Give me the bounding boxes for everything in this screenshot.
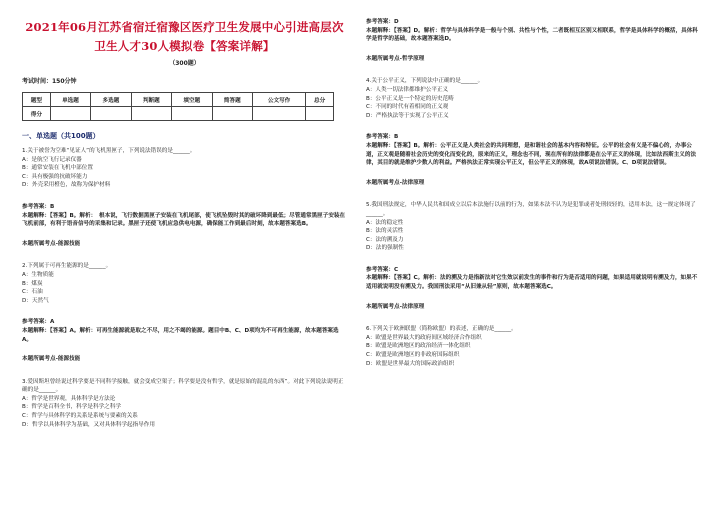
question-option: D：严格执法等于实现了公平正义 xyxy=(366,112,449,119)
score-table-header: 总分 xyxy=(306,93,334,107)
answer-explanation: 本题解释：【答案】B。解析：公平正义是人类社会的共同理想，是和谐社会的基本内容和特征。公平的社会有义是不偏心的，办事公道，正义观是随着社会历史的变化而变化的，原来的正义，理念也不同，现在所有的法律都是在公平正义的体现，比如法西斯主义的法律，其目的就是维护少数人的利益。严格执法正常实现公平正义，但公平正义的体现，故A项说法错误。C、D项说法错误。 xyxy=(366,142,697,167)
question-stem: 3.爱因斯坦曾经说过科学要是不同科学接触，就会变成空架子；科学要是没有哲学，就是原始的混乱的东西”。对此下列说法说明正确的是______。 xyxy=(22,378,344,394)
question-option: C：法的溯及力 xyxy=(366,236,404,243)
question-option: A：欧盟是世界最大的政府间区域经济合作组织 xyxy=(366,334,482,341)
question-stem: 2.下列属于可再生能源的是______。 xyxy=(22,263,112,270)
question-option: B：通常安装在飞机中部位置 xyxy=(22,165,93,172)
answer-label: 参考答案：A xyxy=(22,319,55,326)
answer-explanation: 本题解释：【答案】B。解析： 根本说，飞行数据黑匣子安装在飞机尾部，使飞机坠毁时其的破坏降到最低；尽管通常黑匣子安装在飞机前部，有利于语音信号的采集和记录。黑匣子还使飞机应急供电电源，确保能工作到最后时刻，故本题答案选B。 xyxy=(22,212,346,228)
section-title: 一、单选题（共100题） xyxy=(22,132,100,140)
question-option: A：生物质能 xyxy=(22,271,54,278)
score-cell xyxy=(253,107,306,121)
score-table-header: 公文写作 xyxy=(253,93,306,107)
answer-explanation: 本题解释：【答案】D。解析：哲学与具体科学是一般与个别、共性与个性，二者既相互区别又相联系，哲学是具体科学的概括，具体科学是哲学的基础，故本题答案选D。 xyxy=(366,27,698,43)
question-stem: 4.关于公平正义，下列说法中正确的是______。 xyxy=(366,78,484,85)
score-table-header: 简答题 xyxy=(212,93,252,107)
knowledge-point: 本题所属考点-法律原理 xyxy=(366,303,425,310)
question-option: D：外壳采用橙色，故称为保护材料 xyxy=(22,182,111,189)
question-count: （300题） xyxy=(169,60,200,67)
score-cell xyxy=(306,107,334,121)
question-option: D：哲学以具体科学为基础，又对具体科学起指导作用 xyxy=(22,421,155,428)
answer-explanation: 本题解释：【答案】C。解析：法的溯及力是指新法对它生效以前发生的事件和行为是否适用的问题，如果适用就说明有溯及力，如果不适用就说明没有溯及力。我国刑法采用“从旧兼从轻”原则，故本题答案选C。 xyxy=(366,275,698,291)
score-table-header-row xyxy=(23,93,334,107)
knowledge-point: 本题所属考点-法律原理 xyxy=(366,179,425,186)
answer-explanation: 本题解释：【答案】A。解析：可再生能源就是取之不尽，用之不竭的能源。题目中B、C、D项均为不可再生能源，故本题答案选A。 xyxy=(22,327,339,343)
knowledge-point: 本题所属考点-哲学原理 xyxy=(366,55,425,62)
document-title xyxy=(22,18,347,56)
right-column xyxy=(366,18,698,368)
question-stem: 5.我国刑法规定，中华人民共和国成立以后本法施行以前的行为，如果本法不认为是犯罪或者处刑较轻的，适用本法，这一规定体现了______。 xyxy=(366,202,696,217)
score-cell xyxy=(131,107,171,121)
question-option: A：法的稳定性 xyxy=(366,219,404,226)
question-block xyxy=(366,18,698,63)
question-block xyxy=(22,378,347,430)
question-option: D：欧盟是世界最大的国际政治组织 xyxy=(366,360,455,367)
question-stem: 6.下列关于欧洲联盟（简称欧盟）的表述，正确的是______。 xyxy=(366,326,517,333)
left-column xyxy=(22,0,347,429)
question-option: A：哲学是世界观，具体科学是方法论 xyxy=(22,395,116,402)
answer-label: 参考答案：B xyxy=(366,134,399,141)
title-line-2: 卫生人才30人模拟卷【答案详解】 xyxy=(94,39,275,53)
question-option: B：欧盟是欧洲地区的政治经济一体化组织 xyxy=(366,343,471,350)
question-option: B：哲学是百科全书，科学是科学之科学 xyxy=(22,404,121,411)
question-option: A：人类一切法律都维护公平正义 xyxy=(366,86,449,93)
score-table-header: 填空题 xyxy=(172,93,212,107)
question-block xyxy=(366,77,698,187)
question-option: D：天然气 xyxy=(22,297,49,304)
question-block xyxy=(22,147,347,248)
question-block xyxy=(366,325,698,368)
score-table-header: 单选题 xyxy=(50,93,90,107)
question-option: A：是航空飞行记录仪器 xyxy=(22,156,82,163)
exam-time: 考试时间：150分钟 xyxy=(22,78,77,85)
score-cell xyxy=(172,107,212,121)
score-row-label: 得分 xyxy=(23,107,51,121)
question-option: B：公平正义是一个特定的历史范畴 xyxy=(366,95,454,102)
question-stem: 1.关于被誉为空难“见证人”的飞机黑匣子，下列说法错误的是______。 xyxy=(22,148,196,154)
question-block xyxy=(366,201,698,311)
question-option: C：哲学与具体科学的关系是系统与要素的关系 xyxy=(22,413,138,420)
score-cell xyxy=(50,107,90,121)
knowledge-point: 本题所属考点-能源技能 xyxy=(22,240,81,247)
answer-label: 参考答案：D xyxy=(366,19,399,25)
score-table-score-row xyxy=(23,107,334,121)
question-option: C：欧盟是欧洲地区的非政府国际组织 xyxy=(366,352,460,359)
question-block xyxy=(22,262,347,363)
question-option: C：石油 xyxy=(22,289,43,296)
score-table-header: 题型 xyxy=(23,93,51,107)
question-option: C：具有极强的抗破坏能力 xyxy=(22,173,88,180)
score-cell xyxy=(91,107,131,121)
question-option: C：不同的时代有着相同的正义观 xyxy=(366,104,449,111)
question-option: B：煤炭 xyxy=(22,280,43,287)
score-table-header: 判断题 xyxy=(131,93,171,107)
answer-label: 参考答案：C xyxy=(366,266,399,273)
answer-label: 参考答案：B xyxy=(22,203,55,210)
question-option: D：法的强制性 xyxy=(366,245,404,252)
knowledge-point: 本题所属考点-能源技能 xyxy=(22,356,81,363)
score-table xyxy=(22,92,334,121)
title-line-1: 2021年06月江苏省宿迁宿豫区医疗卫生发展中心引进高层次 xyxy=(25,20,344,34)
score-cell xyxy=(212,107,252,121)
score-table-header: 多选题 xyxy=(91,93,131,107)
question-option: B：法的灵活性 xyxy=(366,228,404,235)
